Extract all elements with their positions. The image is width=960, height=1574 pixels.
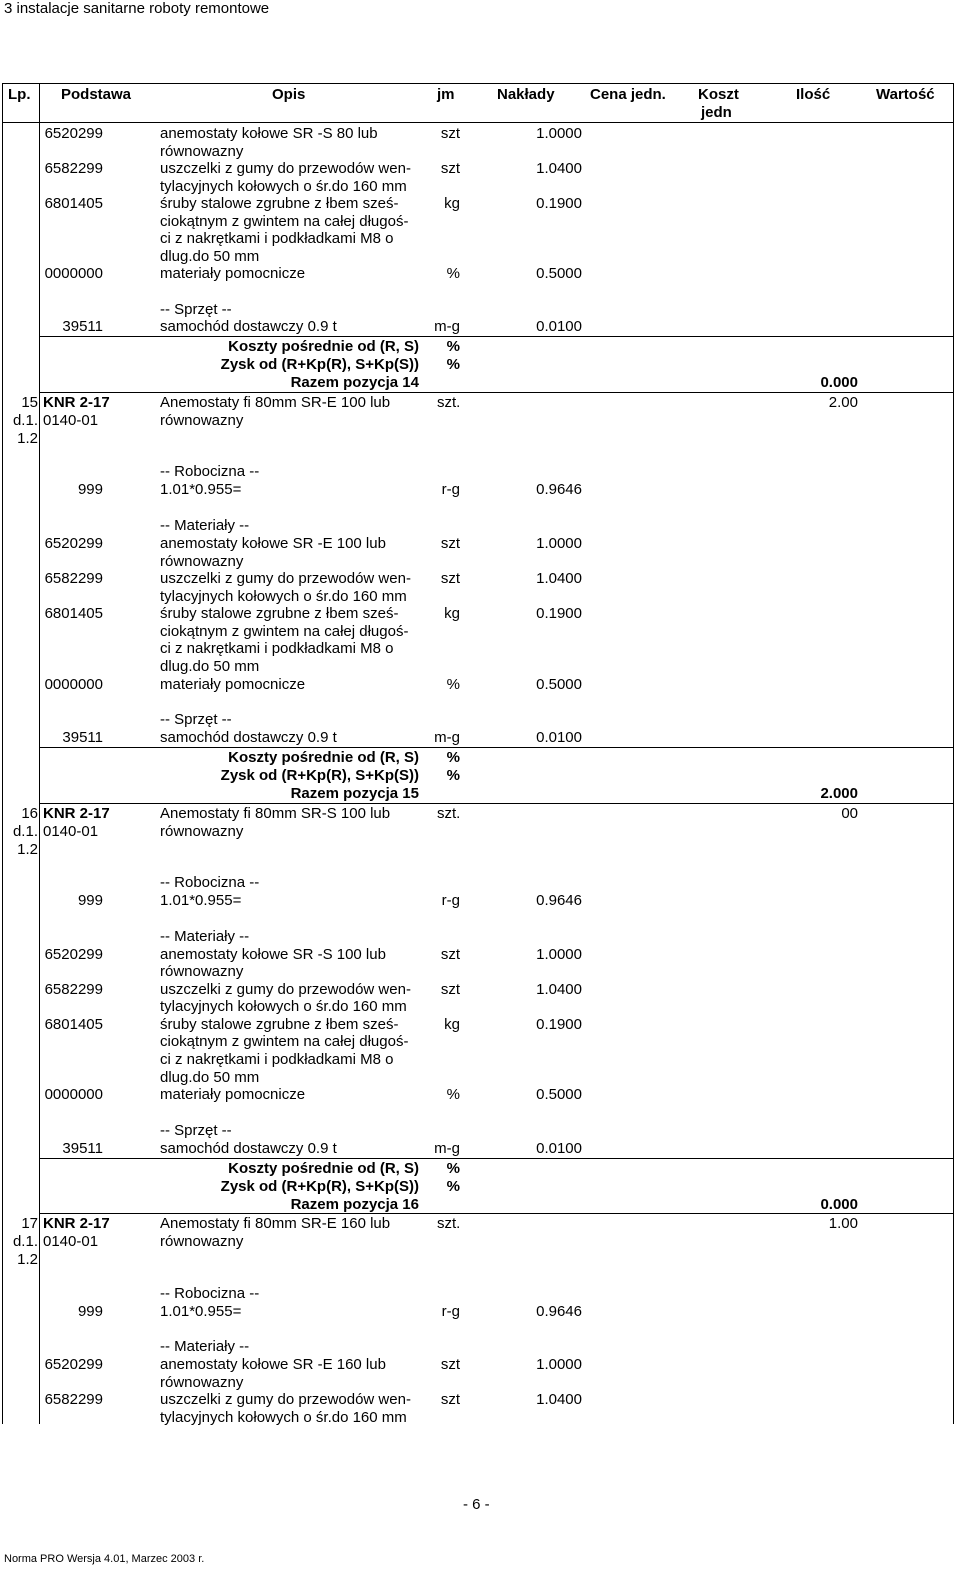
opis-cell: uszczelki z gumy do przewodów wen- [160, 570, 411, 587]
page-number: - 6 - [463, 1496, 490, 1513]
opis-cell: -- Sprzęt -- [160, 301, 232, 318]
jm-cell: % [446, 265, 460, 282]
podstawa-cell: 0000000 [44, 1086, 103, 1103]
jm-cell: kg [444, 1016, 460, 1033]
podstawa-cell: 6801405 [44, 195, 103, 212]
summary-label: Zysk od (R+Kp(R), S+Kp(S)) [220, 1178, 419, 1195]
opis-cell: równowazny [160, 963, 244, 980]
header-top-line [2, 83, 953, 84]
naklady-cell: 0.1900 [536, 605, 582, 622]
ilosc-cell: 0.000 [820, 374, 858, 391]
jm-cell: szt [440, 1356, 460, 1373]
opis-cell: dlug.do 50 mm [160, 1069, 260, 1086]
ilosc-cell: 00 [841, 805, 858, 822]
podstawa-cell: 6520299 [44, 946, 103, 963]
opis-cell: równowazny [160, 553, 244, 570]
naklady-cell: 1.0000 [536, 946, 582, 963]
lp-cell: 16 [21, 805, 38, 822]
opis-cell: śruby stalowe zgrubne z łbem sześ- [160, 1016, 399, 1033]
jm-cell: m-g [434, 1140, 460, 1157]
podstawa-cell: 999 [77, 1303, 103, 1320]
podstawa-cell: 6520299 [44, 125, 103, 142]
summary-label: Koszty pośrednie od (R, S) [228, 749, 419, 766]
naklady-cell: 0.0100 [536, 318, 582, 335]
lp-cell: 1.2 [17, 430, 38, 447]
podstawa-cell: 6582299 [44, 981, 103, 998]
opis-cell: uszczelki z gumy do przewodów wen- [160, 981, 411, 998]
jm-cell: szt [440, 125, 460, 142]
grid-line-lp [39, 83, 40, 1424]
jm-cell: r-g [441, 481, 460, 498]
opis-cell: śruby stalowe zgrubne z łbem sześ- [160, 605, 399, 622]
lp-cell: d.1. [12, 823, 38, 840]
row-separator [40, 392, 954, 393]
opis-cell: -- Robocizna -- [160, 874, 260, 891]
header-podstawa: Podstawa [61, 86, 132, 103]
podstawa-cell: 6801405 [44, 1016, 103, 1033]
lp-cell: 15 [21, 394, 38, 411]
opis-cell: tylacyjnych kołowych o śr.do 160 mm [160, 998, 407, 1015]
jm-cell: szt. [437, 394, 461, 411]
podstawa-cell: KNR 2-17 [43, 1215, 110, 1232]
naklady-cell: 0.5000 [536, 265, 582, 282]
opis-cell: tylacyjnych kołowych o śr.do 160 mm [160, 1409, 407, 1426]
podstawa-cell: 6520299 [44, 535, 103, 552]
opis-cell: Anemostaty fi 80mm SR-E 100 lub [160, 394, 391, 411]
jm-cell: szt. [437, 1215, 461, 1232]
row-separator [40, 1158, 954, 1159]
row-separator [40, 1213, 954, 1214]
jm-cell: r-g [441, 892, 460, 909]
header-koszt: Koszt [698, 86, 739, 103]
naklady-cell: 0.5000 [536, 1086, 582, 1103]
naklady-cell: 1.0000 [536, 125, 582, 142]
header-cena: Cena jedn. [590, 86, 666, 103]
opis-cell: -- Materiały -- [160, 928, 250, 945]
jm-cell: szt [440, 946, 460, 963]
naklady-cell: 0.1900 [536, 1016, 582, 1033]
opis-cell: -- Sprzęt -- [160, 711, 232, 728]
row-separator [40, 336, 954, 337]
summary-label: Zysk od (R+Kp(R), S+Kp(S)) [220, 767, 419, 784]
naklady-cell: 1.0400 [536, 1391, 582, 1408]
naklady-cell: 0.9646 [536, 481, 582, 498]
podstawa-cell: 39511 [62, 729, 103, 746]
jm-cell: szt [440, 535, 460, 552]
opis-cell: anemostaty kołowe SR -E 100 lub [160, 535, 386, 552]
podstawa-cell: 6582299 [44, 570, 103, 587]
opis-cell: ci z nakrętkami i podkładkami M8 o [160, 640, 394, 657]
podstawa-cell: 999 [77, 481, 103, 498]
jm-cell: m-g [434, 318, 460, 335]
header-jm: jm [437, 86, 455, 103]
opis-cell: Anemostaty fi 80mm SR-S 100 lub [160, 805, 391, 822]
opis-cell: ci z nakrętkami i podkładkami M8 o [160, 230, 394, 247]
jm-cell: % [446, 356, 460, 373]
podstawa-cell: 0000000 [44, 676, 103, 693]
podstawa-cell: 6582299 [44, 160, 103, 177]
podstawa-cell: 0140-01 [43, 412, 99, 429]
footer-software: Norma PRO Wersja 4.01, Marzec 2003 r. [4, 1553, 205, 1565]
lp-cell: 1.2 [17, 841, 38, 858]
jm-cell: szt. [437, 805, 461, 822]
opis-cell: śruby stalowe zgrubne z łbem sześ- [160, 195, 399, 212]
opis-cell: równowazny [160, 823, 244, 840]
jm-cell: % [446, 1160, 460, 1177]
opis-cell: -- Materiały -- [160, 1338, 250, 1355]
jm-cell: szt [440, 570, 460, 587]
podstawa-cell: 6582299 [44, 1391, 103, 1408]
opis-cell: 1.01*0.955= [160, 481, 242, 498]
opis-cell: samochód dostawczy 0.9 t [160, 318, 337, 335]
summary-label: Razem pozycja 16 [290, 1196, 419, 1213]
opis-cell: 1.01*0.955= [160, 892, 242, 909]
header-lp: Lp. [8, 86, 31, 103]
jm-cell: % [446, 1178, 460, 1195]
opis-cell: uszczelki z gumy do przewodów wen- [160, 1391, 411, 1408]
row-separator [40, 747, 954, 748]
header-koszt-jedn: jedn [701, 104, 732, 121]
opis-cell: równowazny [160, 1374, 244, 1391]
opis-cell: materiały pomocnicze [160, 265, 306, 282]
podstawa-cell: 39511 [62, 1140, 103, 1157]
jm-cell: szt [440, 981, 460, 998]
opis-cell: tylacyjnych kołowych o śr.do 160 mm [160, 178, 407, 195]
opis-cell: materiały pomocnicze [160, 1086, 306, 1103]
header-naklady: Nakłady [497, 86, 555, 103]
document-title: 3 instalacje sanitarne roboty remontowe [4, 0, 270, 17]
opis-cell: anemostaty kołowe SR -S 100 lub [160, 946, 386, 963]
naklady-cell: 0.1900 [536, 195, 582, 212]
ilosc-cell: 2.000 [820, 785, 858, 802]
header-ilosc: Ilość [796, 86, 831, 103]
jm-cell: r-g [441, 1303, 460, 1320]
podstawa-cell: 999 [77, 892, 103, 909]
opis-cell: samochód dostawczy 0.9 t [160, 729, 337, 746]
summary-label: Razem pozycja 14 [290, 374, 419, 391]
podstawa-cell: 0140-01 [43, 1233, 99, 1250]
podstawa-cell: KNR 2-17 [43, 394, 110, 411]
opis-cell: ciokątnym z gwintem na całej długoś- [160, 213, 409, 230]
opis-cell: materiały pomocnicze [160, 676, 306, 693]
jm-cell: % [446, 1086, 460, 1103]
opis-cell: anemostaty kołowe SR -E 160 lub [160, 1356, 386, 1373]
summary-label: Koszty pośrednie od (R, S) [228, 1160, 419, 1177]
row-separator [40, 803, 954, 804]
podstawa-cell: 0140-01 [43, 823, 99, 840]
lp-cell: 1.2 [17, 1251, 38, 1268]
naklady-cell: 1.0000 [536, 535, 582, 552]
naklady-cell: 0.0100 [536, 729, 582, 746]
naklady-cell: 1.0000 [536, 1356, 582, 1373]
jm-cell: szt [440, 1391, 460, 1408]
jm-cell: m-g [434, 729, 460, 746]
opis-cell: -- Robocizna -- [160, 463, 260, 480]
naklady-cell: 1.0400 [536, 160, 582, 177]
naklady-cell: 1.0400 [536, 570, 582, 587]
header-bottom-line [2, 122, 953, 123]
naklady-cell: 1.0400 [536, 981, 582, 998]
grid-line-right [953, 83, 954, 1424]
opis-cell: tylacyjnych kołowych o śr.do 160 mm [160, 588, 407, 605]
header-opis: Opis [272, 86, 306, 103]
grid-line-left [2, 83, 3, 1424]
podstawa-cell: 39511 [62, 318, 103, 335]
ilosc-cell: 1.00 [828, 1215, 858, 1232]
opis-cell: równowazny [160, 143, 244, 160]
jm-cell: szt [440, 160, 460, 177]
jm-cell: kg [444, 195, 460, 212]
opis-cell: anemostaty kołowe SR -S 80 lub [160, 125, 378, 142]
naklady-cell: 0.9646 [536, 1303, 582, 1320]
opis-cell: ciokątnym z gwintem na całej długoś- [160, 1033, 409, 1050]
ilosc-cell: 0.000 [820, 1196, 858, 1213]
jm-cell: kg [444, 605, 460, 622]
jm-cell: % [446, 676, 460, 693]
opis-cell: ci z nakrętkami i podkładkami M8 o [160, 1051, 394, 1068]
opis-cell: równowazny [160, 1233, 244, 1250]
opis-cell: dlug.do 50 mm [160, 248, 260, 265]
jm-cell: % [446, 338, 460, 355]
jm-cell: % [446, 749, 460, 766]
jm-cell: % [446, 767, 460, 784]
opis-cell: -- Materiały -- [160, 517, 250, 534]
naklady-cell: 0.5000 [536, 676, 582, 693]
lp-cell: d.1. [12, 412, 38, 429]
opis-cell: dlug.do 50 mm [160, 658, 260, 675]
opis-cell: samochód dostawczy 0.9 t [160, 1140, 337, 1157]
podstawa-cell: 6520299 [44, 1356, 103, 1373]
opis-cell: ciokątnym z gwintem na całej długoś- [160, 623, 409, 640]
summary-label: Razem pozycja 15 [290, 785, 419, 802]
podstawa-cell: 6801405 [44, 605, 103, 622]
opis-cell: równowazny [160, 412, 244, 429]
naklady-cell: 0.0100 [536, 1140, 582, 1157]
header-wartosc: Wartość [876, 86, 935, 103]
lp-cell: 17 [21, 1215, 38, 1232]
ilosc-cell: 2.00 [828, 394, 858, 411]
summary-label: Zysk od (R+Kp(R), S+Kp(S)) [220, 356, 419, 373]
opis-cell: Anemostaty fi 80mm SR-E 160 lub [160, 1215, 391, 1232]
lp-cell: d.1. [12, 1233, 38, 1250]
opis-cell: uszczelki z gumy do przewodów wen- [160, 160, 411, 177]
opis-cell: -- Sprzęt -- [160, 1122, 232, 1139]
opis-cell: 1.01*0.955= [160, 1303, 242, 1320]
podstawa-cell: KNR 2-17 [43, 805, 110, 822]
summary-label: Koszty pośrednie od (R, S) [228, 338, 419, 355]
opis-cell: -- Robocizna -- [160, 1285, 260, 1302]
naklady-cell: 0.9646 [536, 892, 582, 909]
podstawa-cell: 0000000 [44, 265, 103, 282]
